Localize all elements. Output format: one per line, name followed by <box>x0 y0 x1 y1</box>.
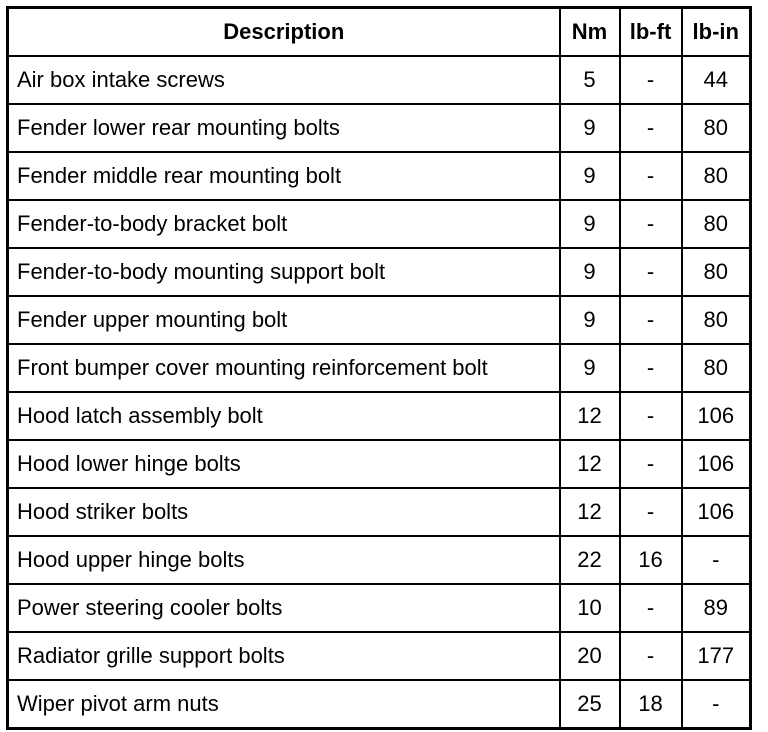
cell-nm: 9 <box>560 344 620 392</box>
table-row <box>8 248 751 296</box>
cell-description: Fender upper mounting bolt <box>8 296 560 344</box>
cell-lbft: - <box>620 392 682 440</box>
cell-lbin: 106 <box>682 392 751 440</box>
header-lbft: lb-ft <box>620 8 682 57</box>
cell-lbin: 177 <box>682 632 751 680</box>
cell-description: Radiator grille support bolts <box>8 632 560 680</box>
cell-lbft: - <box>620 440 682 488</box>
cell-lbin: 80 <box>682 104 751 152</box>
cell-lbin: - <box>682 680 751 729</box>
cell-description: Hood lower hinge bolts <box>8 440 560 488</box>
table-row <box>8 632 751 680</box>
table-row <box>8 680 751 729</box>
cell-nm: 12 <box>560 488 620 536</box>
cell-nm: 10 <box>560 584 620 632</box>
cell-nm: 9 <box>560 104 620 152</box>
cell-nm: 20 <box>560 632 620 680</box>
cell-description: Wiper pivot arm nuts <box>8 680 560 729</box>
cell-description: Air box intake screws <box>8 56 560 104</box>
header-lbin: lb-in <box>682 8 751 57</box>
cell-lbft: 16 <box>620 536 682 584</box>
header-nm: Nm <box>560 8 620 57</box>
cell-description: Hood striker bolts <box>8 488 560 536</box>
cell-nm: 9 <box>560 296 620 344</box>
cell-lbft: 18 <box>620 680 682 729</box>
table-row <box>8 344 751 392</box>
cell-lbin: 80 <box>682 248 751 296</box>
table-row <box>8 536 751 584</box>
cell-lbin: 80 <box>682 200 751 248</box>
cell-lbin: 44 <box>682 56 751 104</box>
cell-lbin: 80 <box>682 296 751 344</box>
table-row <box>8 584 751 632</box>
cell-description: Hood upper hinge bolts <box>8 536 560 584</box>
cell-lbft: - <box>620 200 682 248</box>
cell-nm: 12 <box>560 392 620 440</box>
cell-nm: 12 <box>560 440 620 488</box>
cell-nm: 22 <box>560 536 620 584</box>
cell-description: Power steering cooler bolts <box>8 584 560 632</box>
cell-lbft: - <box>620 248 682 296</box>
cell-nm: 9 <box>560 152 620 200</box>
cell-nm: 25 <box>560 680 620 729</box>
cell-lbin: 89 <box>682 584 751 632</box>
cell-description: Fender lower rear mounting bolts <box>8 104 560 152</box>
table-row <box>8 200 751 248</box>
cell-lbft: - <box>620 296 682 344</box>
cell-lbft: - <box>620 584 682 632</box>
cell-lbft: - <box>620 56 682 104</box>
cell-lbin: 80 <box>682 344 751 392</box>
cell-description: Front bumper cover mounting reinforcement bolt <box>8 344 560 392</box>
table-row <box>8 392 751 440</box>
cell-lbft: - <box>620 152 682 200</box>
cell-nm: 5 <box>560 56 620 104</box>
cell-lbft: - <box>620 632 682 680</box>
torque-spec-table <box>6 6 752 730</box>
table-row <box>8 104 751 152</box>
table-row <box>8 56 751 104</box>
cell-nm: 9 <box>560 200 620 248</box>
cell-description: Fender-to-body bracket bolt <box>8 200 560 248</box>
table-row <box>8 296 751 344</box>
cell-lbin: 106 <box>682 440 751 488</box>
table-header-row <box>8 8 751 57</box>
cell-description: Hood latch assembly bolt <box>8 392 560 440</box>
header-description: Description <box>8 8 560 57</box>
cell-lbin: 80 <box>682 152 751 200</box>
cell-lbft: - <box>620 488 682 536</box>
table-row <box>8 440 751 488</box>
cell-lbin: - <box>682 536 751 584</box>
table-row <box>8 488 751 536</box>
cell-description: Fender-to-body mounting support bolt <box>8 248 560 296</box>
cell-lbft: - <box>620 104 682 152</box>
table-row <box>8 152 751 200</box>
cell-description: Fender middle rear mounting bolt <box>8 152 560 200</box>
cell-nm: 9 <box>560 248 620 296</box>
cell-lbft: - <box>620 344 682 392</box>
cell-lbin: 106 <box>682 488 751 536</box>
